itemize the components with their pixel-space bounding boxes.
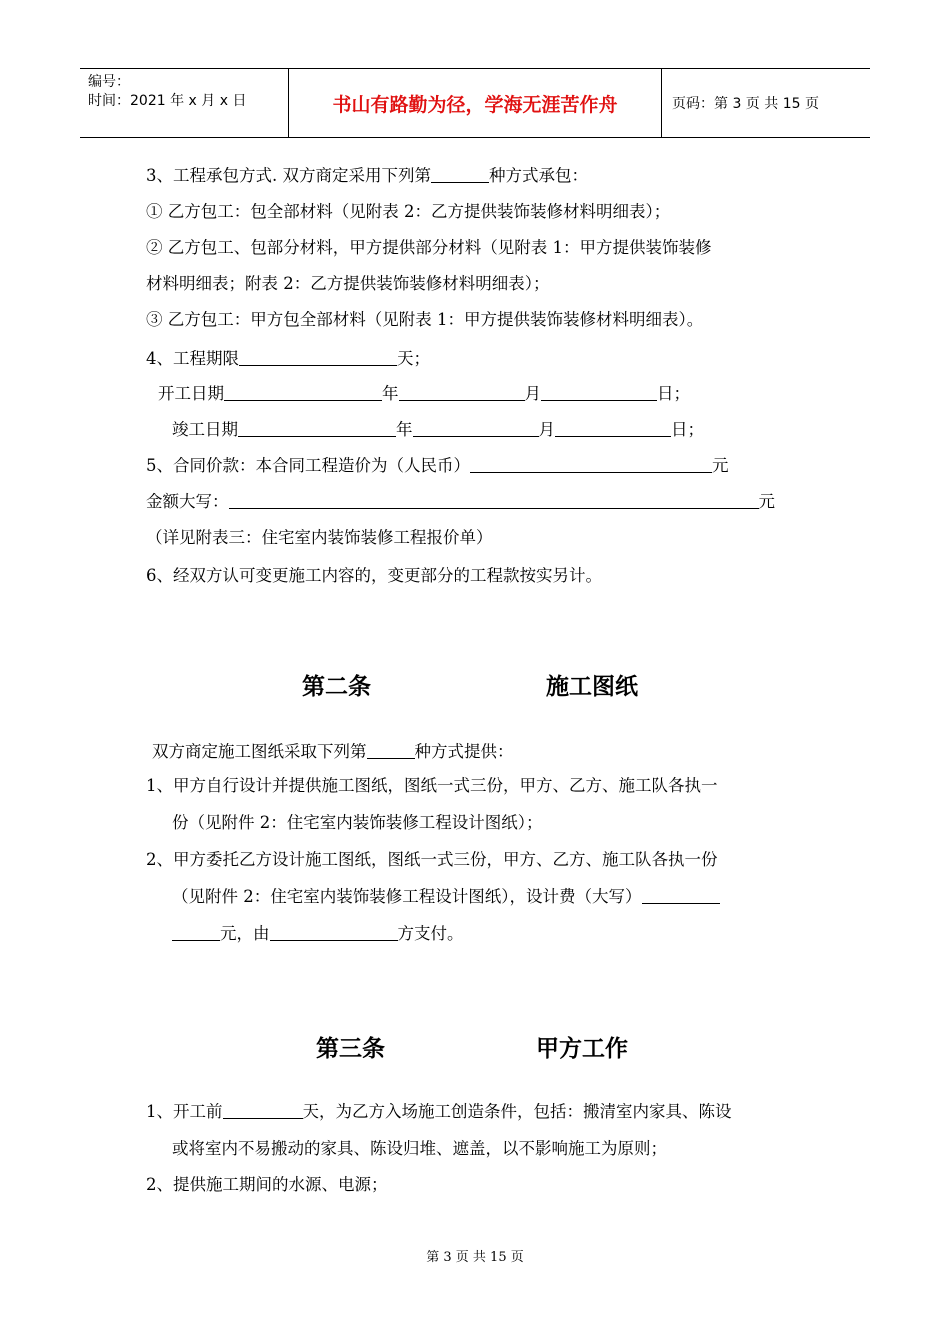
blank-field bbox=[642, 886, 720, 904]
section-2-title: 施工图纸 bbox=[546, 674, 638, 700]
blank-field bbox=[238, 419, 396, 437]
section-3-item-2: 2、提供施工期间的水源、电源； bbox=[146, 1175, 388, 1194]
price-label: 5、合同价款：本合同工程造价为（人民币） bbox=[146, 456, 470, 475]
section-2-item-2-cont bbox=[172, 883, 720, 907]
section-2-item-1: 1、甲方自行设计并提供施工图纸，图纸一式三份，甲方、乙方、施工队各执一 bbox=[146, 776, 718, 795]
section-2-item-1-cont: 份（见附件 2：住宅室内装饰装修工程设计图纸）； bbox=[172, 813, 543, 832]
blank-field bbox=[555, 419, 671, 437]
blank-field bbox=[239, 348, 397, 366]
amount-words-unit: 元 bbox=[758, 492, 775, 511]
clause-3-text: 3、工程承包方式. 双方商定采用下列第 bbox=[146, 166, 431, 185]
option-3-line: ③ 乙方包工：甲方包全部材料（见附表 1：甲方提供装饰装修材料明细表）。 bbox=[146, 310, 704, 329]
document-time-label: 时间：2021 年 x 月 x 日 bbox=[88, 93, 247, 109]
blank-field bbox=[223, 1101, 303, 1119]
day-label: 日； bbox=[671, 420, 704, 439]
amount-words-line bbox=[146, 488, 775, 512]
year-label: 年 bbox=[396, 420, 413, 439]
section-2-item-2: 2、甲方委托乙方设计施工图纸，图纸一式三份，甲方、乙方、施工队各执一份 bbox=[146, 850, 718, 869]
section-3-item-1 bbox=[146, 1098, 732, 1122]
quote-note-line: （详见附表三：住宅室内装饰装修工程报价单） bbox=[146, 528, 493, 547]
clause-3-text-end: 种方式承包： bbox=[489, 166, 588, 185]
blank-field bbox=[270, 923, 398, 941]
blank-field bbox=[367, 741, 415, 759]
clause-3-line bbox=[146, 162, 588, 186]
blank-field bbox=[172, 923, 220, 941]
start-date-label: 开工日期 bbox=[158, 384, 224, 403]
blank-field bbox=[431, 165, 489, 183]
term-label: 4、工程期限 bbox=[146, 349, 239, 368]
option-2-line-cont: 材料明细表；附表 2：乙方提供装饰装修材料明细表）； bbox=[146, 274, 550, 293]
blank-field bbox=[470, 455, 712, 473]
blank-field bbox=[224, 383, 382, 401]
option-1-line: ① 乙方包工：包全部材料（见附表 2：乙方提供装饰装修材料明细表）； bbox=[146, 202, 671, 221]
amount-words-label: 金额大写： bbox=[146, 492, 229, 511]
section-3-number: 第三条 bbox=[316, 1036, 385, 1062]
header-page-info: 页码：第 3 页 共 15 页 bbox=[672, 96, 819, 112]
section-2-item-2-end bbox=[172, 920, 464, 944]
day-label: 日； bbox=[657, 384, 690, 403]
section-2-number: 第二条 bbox=[302, 674, 371, 700]
option-2-line: ② 乙方包工、包部分材料，甲方提供部分材料（见附表 1：甲方提供装饰装修 bbox=[146, 238, 712, 257]
month-label: 月 bbox=[538, 420, 555, 439]
section-3-item-1-cont: 或将室内不易搬动的家具、陈设归堆、遮盖，以不影响施工为原则； bbox=[172, 1139, 667, 1158]
blank-field bbox=[541, 383, 657, 401]
payer-label: 方支付。 bbox=[397, 924, 464, 943]
price-unit: 元 bbox=[712, 456, 729, 475]
term-unit: 天； bbox=[397, 349, 430, 368]
blank-field bbox=[413, 419, 539, 437]
price-line bbox=[146, 452, 729, 476]
blank-field bbox=[229, 491, 759, 509]
end-date-label: 竣工日期 bbox=[172, 420, 238, 439]
start-date-line bbox=[158, 380, 690, 404]
section-3-item-1-text-end: 天，为乙方入场施工创造条件，包括：搬清室内家具、陈设 bbox=[302, 1102, 732, 1121]
end-date-line bbox=[172, 416, 704, 440]
header-motto: 书山有路勤为径，学海无涯苦作舟 bbox=[289, 69, 662, 137]
term-line bbox=[146, 345, 430, 369]
section-2-intro-text: 双方商定施工图纸采取下列第 bbox=[152, 742, 367, 761]
document-number-label: 编号： bbox=[88, 74, 130, 90]
month-label: 月 bbox=[524, 384, 541, 403]
section-2-intro-end: 种方式提供： bbox=[414, 742, 514, 761]
header-table bbox=[80, 68, 870, 138]
page-footer: 第 3 页 共 15 页 bbox=[426, 1250, 524, 1265]
header-left-cell bbox=[80, 69, 289, 137]
year-label: 年 bbox=[382, 384, 399, 403]
design-fee-unit: 元，由 bbox=[220, 924, 270, 943]
section-3-title: 甲方工作 bbox=[536, 1036, 628, 1062]
section-2-item-2-text: （见附件 2：住宅室内装饰装修工程设计图纸），设计费（大写） bbox=[172, 887, 642, 906]
section-3-item-1-text: 1、开工前 bbox=[146, 1102, 223, 1121]
clause-6-line: 6、经双方认可变更施工内容的，变更部分的工程款按实另计。 bbox=[146, 566, 602, 585]
blank-field bbox=[399, 383, 525, 401]
section-2-intro bbox=[152, 738, 514, 762]
